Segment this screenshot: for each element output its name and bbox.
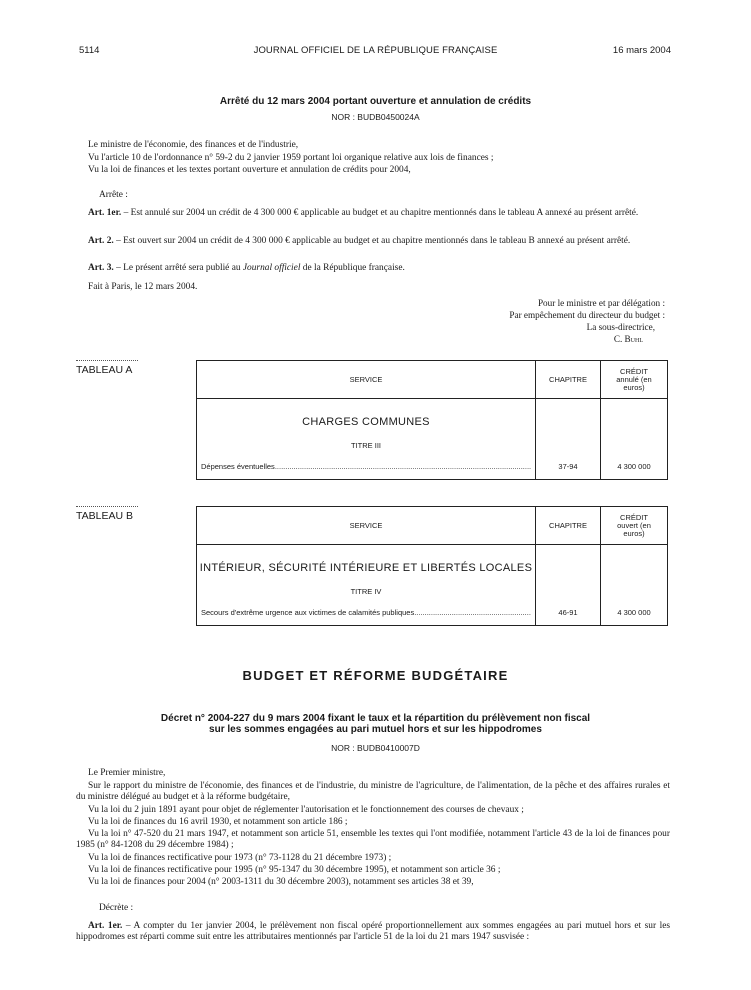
signature-line-3: La sous-directrice,	[586, 322, 655, 332]
chapitre-value: 46-91	[558, 608, 578, 617]
col-service: SERVICE	[197, 507, 536, 544]
group-title: CHARGES COMMUNES	[302, 416, 430, 428]
credit-value: 4 300 000	[617, 608, 651, 617]
group-title: INTÉRIEUR, SÉCURITÉ INTÉRIEURE ET LIBERTÉS LOCALES	[199, 562, 533, 574]
arrete-article-3	[76, 263, 670, 274]
article-text: de la République française.	[300, 263, 405, 273]
decret-visa-1891: Vu la loi du 2 juin 1891 ayant pour objet de réglementer l'autorisation et le fonctionnement des courses de chevaux ;	[88, 805, 524, 815]
decret-visa-1947: Vu la loi n° 47-520 du 21 mars 1947, et notamment son article 51, ensemble les textes qui l'ont modifiée, notamment l'article 43 de la loi de finances pour 1985 (n° 84-1208 du 29 décembre 1984) ;	[76, 829, 670, 850]
col-chapitre: CHAPITRE	[536, 507, 601, 544]
decrete-word: Décrète :	[99, 903, 134, 913]
decret-visa-1995: Vu la loi de finances rectificative pour 1995 (n° 95-1347 du 30 décembre 1995), et notamment son article 36 ;	[88, 865, 501, 875]
article-label: Art. 3.	[88, 263, 114, 273]
article-text: – Est annulé sur 2004 un crédit de 4 300 000 € applicable au budget et au chapitre mentionnés dans le tableau A annexé au présent arrêté.	[121, 208, 639, 218]
line-label: Secours d'extrême urgence aux victimes de calamités publiques .....	[201, 608, 531, 617]
tableau-a-label: TABLEAU A	[76, 360, 138, 376]
titre-label: TITRE III	[351, 441, 381, 450]
decret-visa-2004: Vu la loi de finances pour 2004 (n° 2003-1311 du 30 décembre 2003), notamment ses articles 38 et 39,	[88, 877, 474, 887]
arrete-title: Arrêté du 12 mars 2004 portant ouverture et annulation de crédits	[219, 96, 532, 107]
journal-title: JOURNAL OFFICIEL DE LA RÉPUBLIQUE FRANÇAISE	[253, 45, 498, 56]
tableau-a	[196, 360, 668, 480]
arrete-visa-ordonnance: Vu l'article 10 de l'ordonnance n° 59-2 du 2 janvier 1959 portant loi organique relative aux lois de finances ;	[88, 153, 494, 163]
decret-premier-ministre: Le Premier ministre,	[88, 768, 166, 778]
decret-article-1	[76, 921, 670, 943]
signature-line-2: Par empêchement du directeur du budget :	[509, 310, 665, 320]
decret-nor: NOR : BUDB0410007D	[331, 743, 420, 753]
arrete-word: Arrête :	[99, 190, 128, 200]
tableau-b-label: TABLEAU B	[76, 506, 138, 522]
arrete-article-1	[76, 208, 670, 219]
article-text: – A compter du 1er janvier 2004, le prélèvement non fiscal opéré proportionnellement aux sommes engagées au pari mutuel hors et sur les hippodromes est réparti comme suit entre les attributaires mentionnés par l'article 51 de la loi du 21 mars 1947 susvisée :	[76, 921, 671, 942]
line-label: Dépenses éventuelles .....	[201, 462, 531, 471]
article-label: Art. 1er.	[88, 921, 123, 931]
decret-visa-1930: Vu la loi de finances du 16 avril 1930, et notamment son article 186 ;	[88, 817, 348, 827]
arrete-article-2	[76, 236, 670, 247]
signature-line-1: Pour le ministre et par délégation :	[537, 298, 665, 308]
titre-label: TITRE IV	[350, 587, 382, 596]
decret-rapport: Sur le rapport du ministre de l'économie, des finances et de l'industrie, du ministre de l'agriculture, de l'alimentation, de la pêche et des affaires rurales et du ministre délégué au budget et à la réforme budgétaire,	[76, 781, 670, 802]
table-row	[197, 399, 667, 479]
col-credit: CRÉDIT ouvert (en euros)	[617, 512, 651, 538]
arrete-visa-loi: Vu la loi de finances et les textes portant ouverture et annulation de crédits pour 2004,	[88, 165, 411, 175]
table-row	[197, 545, 667, 625]
decret-title-line-2: sur les sommes engagées au pari mutuel hors et sur les hippodromes	[209, 724, 542, 735]
section-heading: BUDGET ET RÉFORME BUDGÉTAIRE	[242, 668, 509, 683]
col-service: SERVICE	[197, 361, 536, 398]
arrete-visa-minister: Le ministre de l'économie, des finances et de l'industrie,	[88, 140, 299, 150]
arrete-nor: NOR : BUDB0450024A	[331, 112, 420, 122]
credit-value: 4 300 000	[617, 462, 651, 471]
col-chapitre: CHAPITRE	[536, 361, 601, 398]
tableau-b	[196, 506, 668, 626]
col-credit: CRÉDIT annulé (en euros)	[616, 366, 652, 392]
article-label: Art. 2.	[88, 236, 114, 246]
article-text: – Le présent arrêté sera publié au	[113, 263, 243, 273]
article-text: – Est ouvert sur 2004 un crédit de 4 300 000 € applicable au budget et au chapitre mentionnés dans le tableau B annexé au présent arrêté.	[113, 236, 631, 246]
chapitre-value: 37-94	[558, 462, 578, 471]
table-header	[197, 361, 667, 399]
arrete-fait: Fait à Paris, le 12 mars 2004.	[88, 282, 198, 292]
page-number: 5114	[79, 45, 100, 56]
decret-visa-1973: Vu la loi de finances rectificative pour 1973 (n° 73-1128 du 21 décembre 1973) ;	[88, 853, 392, 863]
journal-officiel-ref: Journal officiel	[242, 263, 301, 273]
signature-name: C. Buhl	[613, 334, 643, 344]
article-label: Art. 1er.	[88, 208, 122, 218]
table-header	[197, 507, 667, 545]
decret-title-line-1: Décret n° 2004-227 du 9 mars 2004 fixant le taux et la répartition du prélèvement non fiscal	[160, 713, 591, 724]
issue-date: 16 mars 2004	[612, 45, 671, 56]
